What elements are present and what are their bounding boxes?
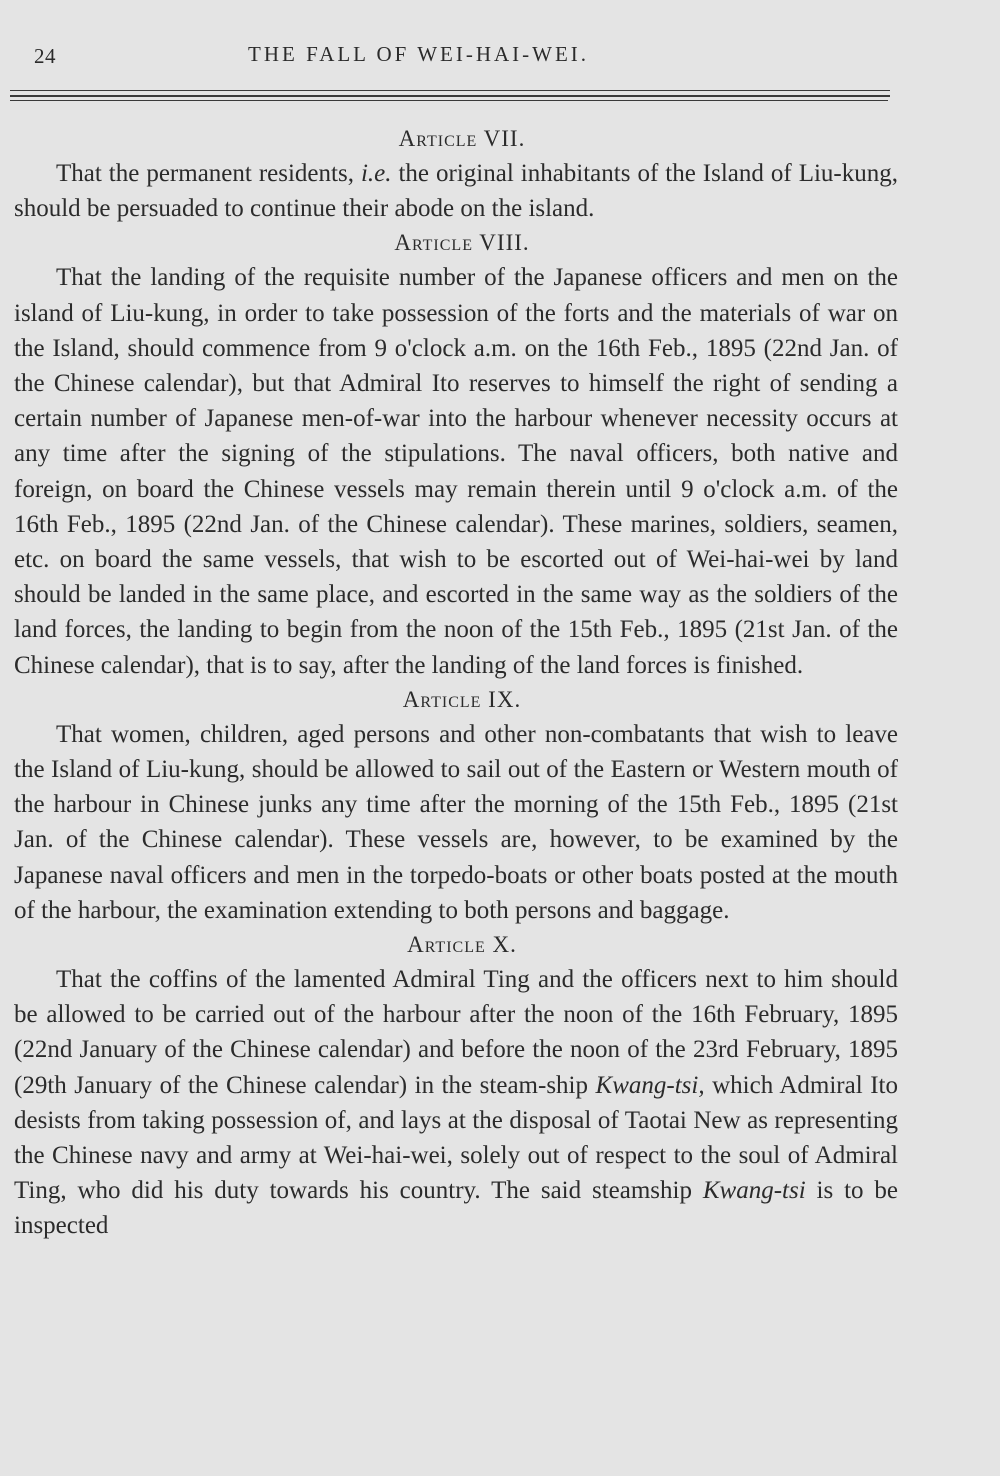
article-heading: Article IX. bbox=[402, 686, 522, 712]
article-viii bbox=[14, 226, 898, 682]
header-rule-middle bbox=[10, 95, 890, 97]
running-head bbox=[0, 38, 1000, 74]
article-ix bbox=[14, 683, 898, 928]
header-rule-top bbox=[10, 90, 890, 91]
article-heading: Article VII. bbox=[398, 126, 526, 151]
article-text: That women, children, aged persons and other non-combatants that wish to leave the Island of Liu-kung, should be allowed to sail out of the Eastern or Western mouth of the harbour in Chinese junks any time after the morning of the 15th Feb., 1895 (21st Jan. of the Chinese calendar). These vessels are, however, to be examined by the Japanese naval officers and men in the torpedo-boats or other boats posted at the mouth of the harbour, the examination extending to both persons and baggage. bbox=[14, 720, 898, 924]
article-heading: Article VIII. bbox=[394, 230, 530, 256]
page-body bbox=[14, 122, 898, 1244]
article-heading: Article X. bbox=[407, 932, 517, 958]
italic-abbreviation: i.e. bbox=[360, 160, 392, 187]
article-vii bbox=[14, 122, 898, 226]
header-rule-bottom bbox=[10, 100, 888, 101]
article-text: That the permanent residents, i.e. the original inhabitants of the Island of Liu-kung, should be persuaded to continue their abode on the island. bbox=[14, 160, 898, 223]
ship-name: Kwang-tsi, bbox=[595, 1071, 705, 1099]
article-x bbox=[14, 928, 898, 1244]
article-text: That the coffins of the lamented Admiral Ting and the officers next to him should be allowed to be carried out of the harbour after the noon of the 16th February, 1895 (22nd January of the Chinese calendar) and before the noon of the 23rd February, 1895 (29th January of the Chinese calendar) in the steam-ship Kwang-tsi, which Admiral Ito desists from taking possession of, and lays at the disposal of Taotai New as representing the Chinese navy and army at Wei-hai-wei, solely out of respect to the soul of Admiral Ting, who did his duty towards his country. The said steamship Kwang-tsi is to be inspected bbox=[14, 966, 899, 1240]
book-title: THE FALL OF WEI-HAI-WEI. bbox=[248, 42, 590, 66]
ship-name: Kwang-tsi bbox=[702, 1177, 806, 1205]
article-text: That the landing of the requisite number of the Japanese officers and men on the island of Liu-kung, in order to take possession of the forts and the materials of war on the Island, should commence from 9 o'clock a.m. on the 16th Feb., 1895 (22nd Jan. of the Chinese calendar), but that Admiral Ito reserves to himself the right of sending a certain number of Japanese men-of-war into the harbour whenever necessity occurs at any time after the signing of the stipulations. The naval officers, both native and foreign, on board the Chinese vessels may remain therein until 9 o'clock a.m. of the 16th Feb., 1895 (22nd Jan. of the Chinese calendar). These marines, soldiers, seamen, etc. on board the same vessels, that wish to be escorted out of Wei-hai-wei by land should be landed in the same place, and escorted in the same way as the soldiers of the land forces, the landing to begin from the noon of the 15th Feb., 1895 (21st Jan. of the Chinese calendar), that is to say, after the landing of the land forces is finished. bbox=[14, 264, 898, 679]
page-number: 24 bbox=[34, 44, 56, 68]
